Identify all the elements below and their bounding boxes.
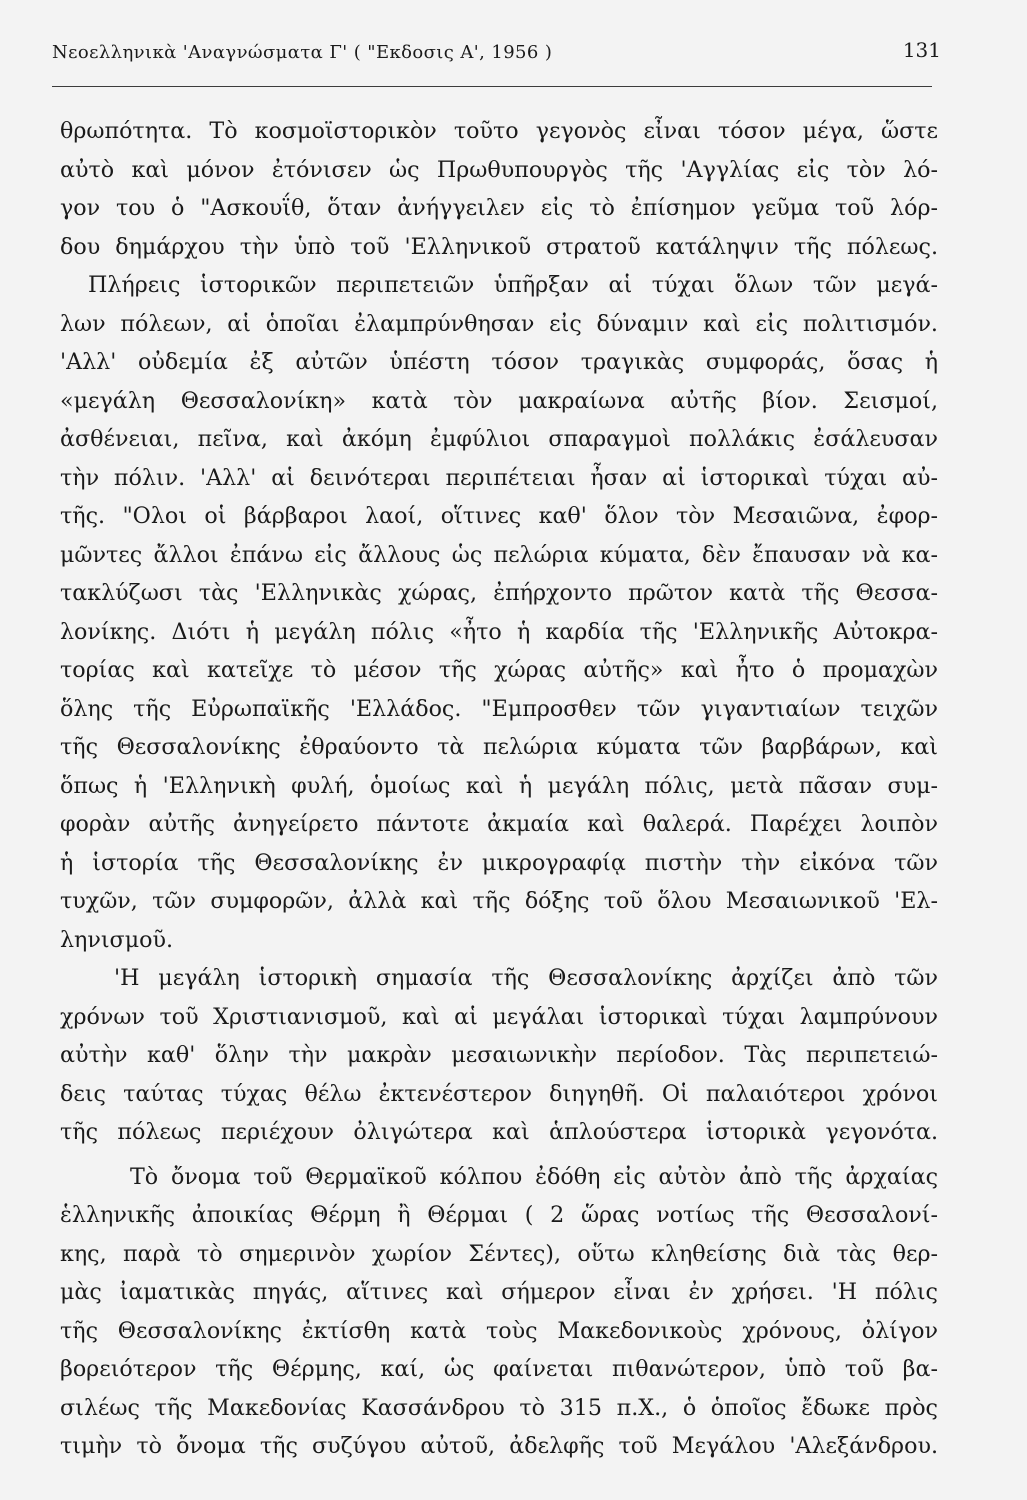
text-line: χρόνων τοῦ Χριστιανισμοῦ, καὶ αἱ μεγάλαι ἱστορικαὶ τύχαι λαμπρύνουν bbox=[60, 1003, 938, 1030]
text-line: θρωπότητα. Τὸ κοσμοϊστορικὸν τοῦτο γεγονὸς εἶναι τόσον μέγα, ὥστε bbox=[60, 118, 938, 144]
text-line: μὰς ἰαματικὰς πηγάς, αἵτινες καὶ σήμερον εἶναι ἐν χρήσει. 'Η πόλις bbox=[60, 1279, 938, 1305]
text-line: βορειότερον τῆς Θέρμης, καί, ὡς φαίνεται πιθανώτερον, ὑπὸ τοῦ βα- bbox=[60, 1356, 938, 1382]
paragraph-2 bbox=[60, 266, 938, 959]
text-line: τῆς πόλεως περιέχουν ὀλιγώτερα καὶ ἁπλούστερα ἱστορικὰ γεγονότα. bbox=[60, 1119, 938, 1145]
text-line: Τὸ ὄνομα τοῦ Θερμαϊκοῦ κόλπου ἐδόθη εἰς αὐτὸν ἀπὸ τῆς ἀρχαίας bbox=[130, 1163, 938, 1190]
paragraph-1 bbox=[60, 112, 938, 266]
text-line: κης, παρὰ τὸ σημερινὸν χωρίον Σέντες), οὕτω κληθείσης διὰ τὰς θερ- bbox=[60, 1240, 938, 1267]
text-line: φορὰν αὐτῆς ἀνηγείρετο πάντοτε ἀκμαία καὶ θαλερά. Παρέχει λοιπὸν bbox=[60, 811, 938, 837]
text-line: ληνισμοῦ. bbox=[60, 926, 174, 953]
text-line: ἡ ἱστορία τῆς Θεσσαλονίκης ἐν μικρογραφίᾳ πιστὴν τὴν εἰκόνα τῶν bbox=[60, 849, 938, 876]
text-line: τὴν πόλιν. 'Αλλ' αἱ δεινότεραι περιπέτειαι ἦσαν αἱ ἱστορικαὶ τύχαι αὐ- bbox=[60, 464, 938, 491]
text-line: λονίκης. Διότι ἡ μεγάλη πόλις «ἦτο ἡ καρδία τῆς 'Ελληνικῆς Αὐτοκρα- bbox=[60, 618, 938, 645]
text-line: ὅπως ἡ 'Ελληνικὴ φυλή, ὁμοίως καὶ ἡ μεγάλη πόλις, μετὰ πᾶσαν συμ- bbox=[60, 772, 938, 799]
text-line: τῆς Θεσσαλονίκης ἐθραύοντο τὰ πελώρια κύματα τῶν βαρβάρων, καὶ bbox=[60, 734, 938, 760]
text-line: «μεγάλη Θεσσαλονίκη» κατὰ τὸν μακραίωνα αὐτῆς βίον. Σεισμοί, bbox=[60, 387, 938, 414]
text-line: αὐτὸ καὶ μόνον ἐτόνισεν ὡς Πρωθυπουργὸς τῆς 'Αγγλίας εἰς τὸν λό- bbox=[60, 156, 938, 183]
text-line: τῆς. "Ολοι οἱ βάρβαροι λαοί, οἵτινες καθ' ὅλον τὸν Μεσαιῶνα, ἐφορ- bbox=[60, 503, 938, 529]
text-line: γον του ὁ "Ασκουΐθ, ὅταν ἀνήγγειλεν εἰς τὸ ἐπίσημον γεῦμα τοῦ λόρ- bbox=[60, 195, 938, 221]
header-rule bbox=[52, 86, 932, 87]
text-line: τορίας καὶ κατεῖχε τὸ μέσον τῆς χώρας αὐτῆς» καὶ ἦτο ὁ προμαχὼν bbox=[60, 657, 938, 683]
text-line: τιμὴν τὸ ὄνομα τῆς συζύγου αὐτοῦ, ἀδελφῆς τοῦ Μεγάλου 'Αλεξάνδρου. bbox=[60, 1433, 938, 1459]
page-header bbox=[52, 34, 941, 74]
text-line: ἑλληνικῆς ἀποικίας Θέρμη ἢ Θέρμαι ( 2 ὥρας νοτίως τῆς Θεσσαλονί- bbox=[60, 1202, 938, 1228]
paragraph-3 bbox=[60, 959, 938, 1152]
page-number: 131 bbox=[902, 38, 941, 62]
text-line: 'Η μεγάλη ἱστορικὴ σημασία τῆς Θεσσαλονίκης ἀρχίζει ἀπὸ τῶν bbox=[114, 965, 938, 991]
running-head: Νεοελληνικὰ 'Αναγνώσματα Γ' ( "Εκδοσις Α', 1956 ) bbox=[52, 42, 553, 63]
text-line: τῆς Θεσσαλονίκης ἐκτίσθη κατὰ τοὺς Μακεδονικοὺς χρόνους, ὀλίγον bbox=[60, 1317, 938, 1344]
text-line: ἀσθένειαι, πεῖνα, καὶ ἀκόμη ἐμφύλιοι σπαραγμοὶ πολλάκις ἐσάλευσαν bbox=[60, 426, 938, 452]
text-line: δου δημάρχου τὴν ὑπὸ τοῦ 'Ελληνικοῦ στρατοῦ κατάληψιν τῆς πόλεως. bbox=[60, 233, 938, 260]
text-line: ὅλης τῆς Εὐρωπαϊκῆς 'Ελλάδος. "Εμπροσθεν τῶν γιγαντιαίων τειχῶν bbox=[60, 695, 938, 722]
text-line: αὐτὴν καθ' ὅλην τὴν μακρὰν μεσαιωνικὴν περίοδον. Τὰς περιπετειώ- bbox=[60, 1042, 938, 1068]
text-line: 'Αλλ' οὐδεμία ἐξ αὐτῶν ὑπέστη τόσον τραγικὰς συμφοράς, ὅσας ἡ bbox=[60, 349, 938, 375]
text-line: λων πόλεων, αἱ ὁποῖαι ἐλαμπρύνθησαν εἰς δύναμιν καὶ εἰς πολιτισμόν. bbox=[60, 310, 938, 337]
paragraph-4 bbox=[60, 1158, 938, 1466]
text-line: δεις ταύτας τύχας θέλω ἐκτενέστερον διηγηθῆ. Οἱ παλαιότεροι χρόνοι bbox=[60, 1080, 938, 1107]
body-text bbox=[60, 112, 938, 1466]
text-line: τυχῶν, τῶν συμφορῶν, ἀλλὰ καὶ τῆς δόξης τοῦ ὅλου Μεσαιωνικοῦ 'Ελ- bbox=[60, 888, 938, 914]
text-line: τακλύζωσι τὰς 'Ελληνικὰς χώρας, ἐπήρχοντο πρῶτον κατὰ τῆς Θεσσα- bbox=[60, 580, 938, 606]
text-line: μῶντες ἄλλοι ἐπάνω εἰς ἄλλους ὡς πελώρια κύματα, δὲν ἔπαυσαν νὰ κα- bbox=[60, 541, 938, 568]
text-line: Πλήρεις ἱστορικῶν περιπετειῶν ὑπῆρξαν αἱ τύχαι ὅλων τῶν μεγά- bbox=[88, 272, 938, 298]
text-line: σιλέως τῆς Μακεδονίας Κασσάνδρου τὸ 315 π.Χ., ὁ ὁποῖος ἔδωκε πρὸς bbox=[60, 1394, 938, 1421]
